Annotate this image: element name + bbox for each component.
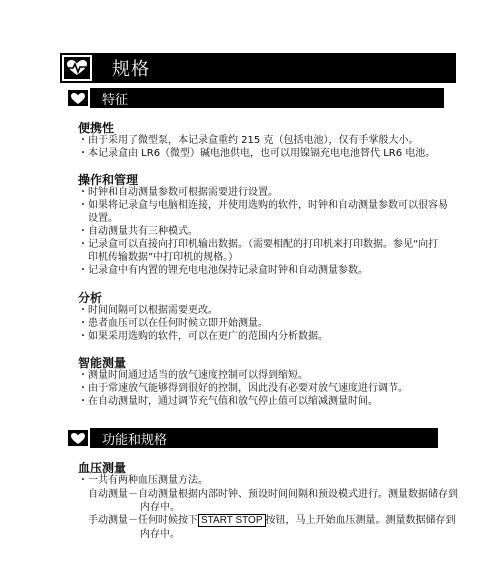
bp-auto-line: 自动测量－自动测量根据内部时钟、预设时间间隔和预设模式进行。测量数据储存到: [88, 489, 458, 500]
analysis-line: ・时间间隔可以根据需要更改。: [78, 305, 218, 316]
bp-manual-line: [88, 514, 456, 527]
heading-smart-measurement: 智能测量: [78, 356, 127, 370]
operation-line: 印机传输数据”中打印机的规格。）: [88, 252, 239, 263]
heart-monitor-icon: [62, 55, 92, 81]
operation-line: ・记录盒可以直接向打印机输出数据。（需要相配的打印机来打印数据。参见“向打: [78, 239, 439, 250]
smart-line: ・在自动测量时，通过调节充气值和放气停止值可以缩减测量时间。: [78, 396, 378, 407]
operation-line: ・自动测量共有三种模式。: [78, 226, 198, 237]
heading-analysis: 分析: [78, 291, 103, 305]
heading-portability: 便携性: [78, 121, 115, 135]
operation-line: ・记录盒中有内置的锂充电电池保持记录盒时钟和自动测量参数。: [78, 265, 368, 276]
bp-manual-text: 按钮，马上开始血压测量。测量数据储存到: [265, 515, 456, 526]
portability-line: ・本记录盒由 LR6（微型）碱电池供电，也可以用镍镉充电电池替代 LR6 电池。: [78, 148, 436, 159]
section-title-functions: 功能和规格: [102, 432, 168, 448]
operation-line: 设置。: [88, 213, 118, 224]
title-bar: [60, 53, 456, 83]
portability-line: ・由于采用了微型泵，本记录盒重约 215 克（包括电池），仅有手掌般大小。: [78, 135, 419, 146]
smart-line: ・由于常速放气能够得到很好的控制，因此没有必要对放气速度进行调节。: [78, 383, 408, 394]
analysis-line: ・患者血压可以在任何时候立即开始测量。: [78, 318, 268, 329]
section-bar-functions: [66, 428, 438, 448]
operation-line: ・如果将记录盒与电脑相连接，并使用选购的软件，时钟和自动测量参数可以很容易: [78, 200, 448, 211]
bp-manual-text: 手动测量－任何时候按下: [88, 515, 198, 526]
analysis-line: ・如果采用选购的软件，可以在更广的范围内分析数据。: [78, 331, 328, 342]
heading-bp-measurement: 血压测量: [78, 461, 127, 475]
heart-icon: [66, 428, 90, 448]
bp-line: ・一共有两种血压测量方法。: [78, 475, 208, 486]
bp-manual-line: 内存中。: [140, 529, 180, 540]
operation-line: ・时钟和自动测量参数可根据需要进行设置。: [78, 187, 278, 198]
start-stop-key: START STOP: [198, 514, 266, 527]
heart-icon: [66, 88, 90, 108]
section-bar-features: [66, 88, 444, 108]
page-title: 规格: [112, 59, 150, 80]
section-title-features: 特征: [102, 92, 129, 108]
smart-line: ・测量时间通过适当的放气速度控制可以得到缩短。: [78, 370, 308, 381]
heading-operation: 操作和管理: [78, 173, 139, 187]
bp-auto-line: 内存中。: [140, 502, 180, 513]
